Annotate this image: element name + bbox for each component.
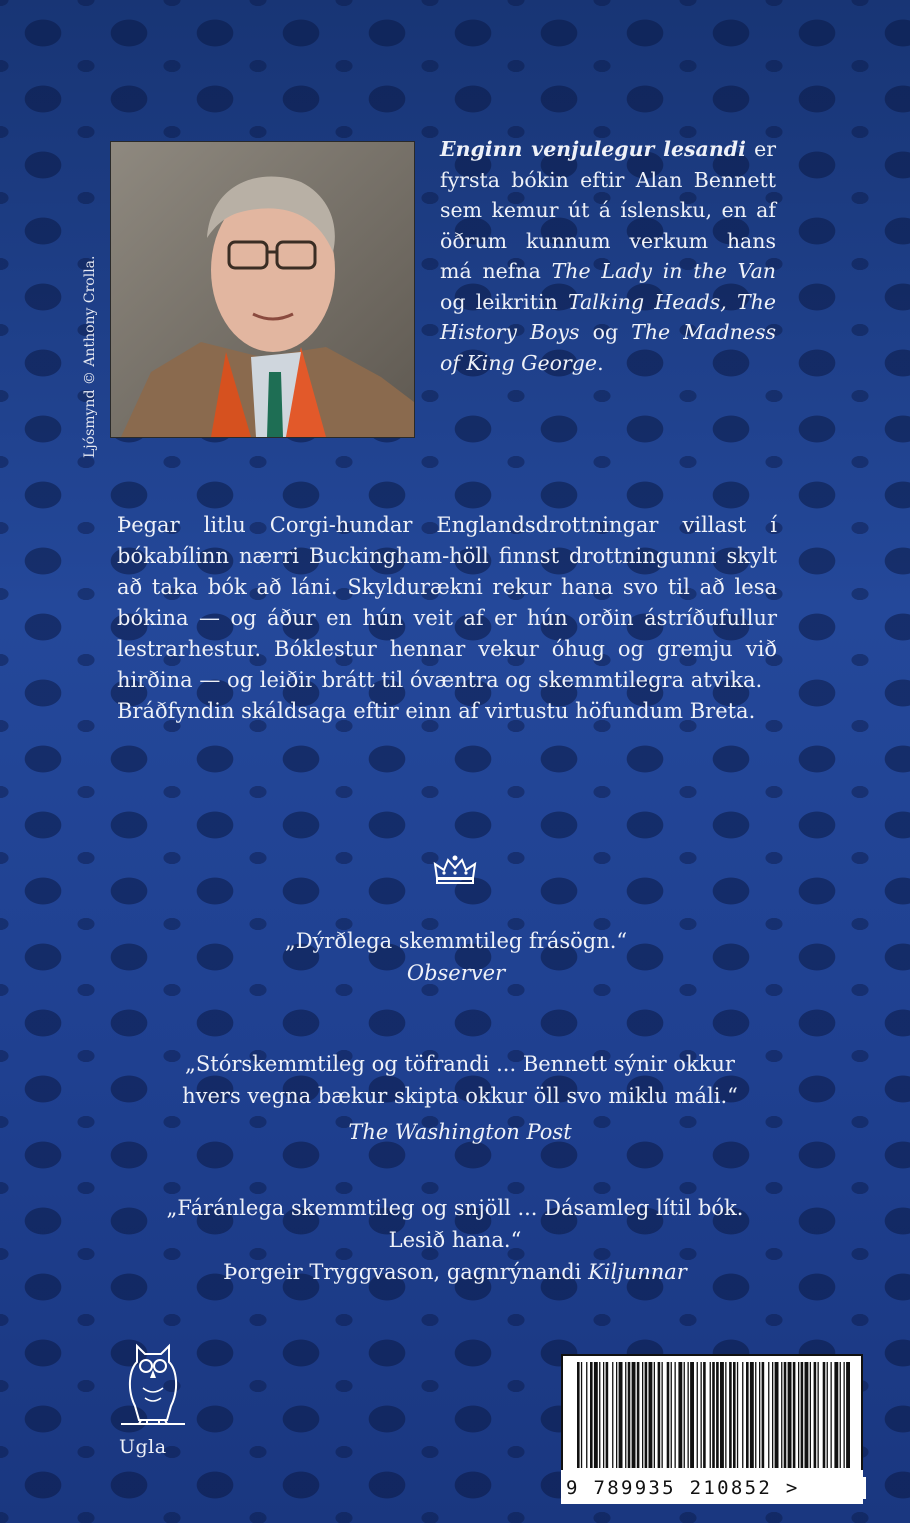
barcode-bar — [729, 1362, 732, 1468]
barcode-bar — [784, 1362, 787, 1468]
barcode-bar — [628, 1362, 631, 1468]
barcode-bar — [840, 1362, 841, 1468]
barcode-bar — [823, 1362, 826, 1468]
barcode-bar — [616, 1362, 617, 1468]
barcode-bar — [642, 1362, 643, 1468]
barcode-bar — [632, 1362, 636, 1468]
barcode-bar — [834, 1362, 838, 1468]
barcode-bar — [688, 1362, 689, 1468]
barcode-bar — [662, 1362, 663, 1468]
barcode-bar — [768, 1362, 769, 1468]
barcode-bar — [801, 1362, 804, 1468]
barcode-bar — [678, 1362, 682, 1468]
barcode-bar — [788, 1362, 792, 1468]
barcode-bar — [684, 1362, 685, 1468]
barcode-bar — [703, 1362, 706, 1468]
quote-source: The Washington Post — [348, 1120, 572, 1144]
barcode-bar — [762, 1362, 765, 1468]
barcode — [561, 1354, 863, 1473]
barcode-bar — [603, 1362, 604, 1468]
barcode-bar — [697, 1362, 698, 1468]
barcode-bars — [563, 1356, 861, 1471]
bio-text: og leikritin — [440, 289, 568, 314]
description-paragraph: Bráðfyndin skáldsaga eftir einn af virtustu höfundum Breta. — [117, 699, 756, 723]
quote-text: „Stórskemmtileg og töfrandi ... Bennett sýnir okkur hvers vegna bækur skipta okkur öll svo miklu máli.“ — [182, 1052, 738, 1108]
barcode-bar — [827, 1362, 828, 1468]
barcode-bar — [675, 1362, 676, 1468]
barcode-bar — [586, 1362, 587, 1468]
barcode-bar — [746, 1362, 749, 1468]
quote-text: „Dýrðlega skemmtileg frásögn.“ — [284, 929, 628, 953]
barcode-bar — [793, 1362, 796, 1468]
author-bio — [440, 134, 776, 378]
photo-credit: Ljósmynd © Anthony Crolla. — [82, 255, 98, 458]
barcode-bar — [844, 1362, 845, 1468]
barcode-bar — [759, 1362, 760, 1468]
reviewer-name: Þorgeir Tryggvason, gagnrýnandi — [223, 1260, 589, 1284]
barcode-bar — [606, 1362, 609, 1468]
barcode-bar — [649, 1362, 653, 1468]
author-photo — [110, 141, 415, 438]
barcode-bar — [671, 1362, 672, 1468]
quote-text: „Fáránlega skemmtileg og snjöll ... Dásamleg lítil bók. Lesið hana.“ — [166, 1196, 744, 1252]
quote-source: Kiljunnar — [588, 1260, 687, 1284]
barcode-bar — [612, 1362, 613, 1468]
barcode-bar — [750, 1362, 754, 1468]
barcode-bar — [599, 1362, 600, 1468]
barcode-bar — [818, 1362, 819, 1468]
barcode-bar — [690, 1362, 694, 1468]
quote-source — [120, 1256, 790, 1288]
book-description — [117, 510, 777, 727]
work-title: Talking Heads, The History Boys — [440, 289, 776, 344]
owl-icon — [117, 1340, 189, 1432]
barcode-bar — [710, 1362, 711, 1468]
barcode-digits: 9 789935 210852 > — [566, 1477, 866, 1499]
barcode-bar — [658, 1362, 661, 1468]
barcode-bar — [775, 1362, 779, 1468]
review-quote — [120, 1192, 790, 1288]
barcode-bar — [645, 1362, 648, 1468]
barcode-bar — [755, 1362, 756, 1468]
work-title: The Madness of King George — [440, 320, 776, 375]
barcode-bar — [594, 1362, 598, 1468]
barcode-bar — [619, 1362, 623, 1468]
bio-text: er fyrsta bókin eftir Alan Bennett sem kemur út á íslensku, en af öðrum kunnum verkum hans má nefna — [440, 137, 776, 283]
description-paragraph: Þegar litlu Corgi-hundar Englandsdrottningar villast í bókabílinn nærri Buckingham-höll finnst drottningunni skylt að taka bók að láni. Skyldurækni rekur hana svo til að lesa bókina — og áður en hún veit af er hún orðin ástríðufullur lestrarhestur. Bóklestur hennar vekur óhug og gremju við hirðina — og leiðir brátt til óvæntra og skemmtilegra atvika. — [117, 513, 777, 692]
barcode-bar — [577, 1362, 580, 1468]
review-quote — [130, 1048, 790, 1148]
barcode-bar — [810, 1362, 811, 1468]
barcode-bar — [733, 1362, 736, 1468]
crown-icon — [432, 854, 478, 886]
barcode-bar — [805, 1362, 809, 1468]
barcode-bar — [667, 1362, 670, 1468]
barcode-bar — [654, 1362, 655, 1468]
barcode-bar — [590, 1362, 593, 1468]
barcode-bar — [712, 1362, 715, 1468]
barcode-bar — [701, 1362, 702, 1468]
barcode-bar — [781, 1362, 782, 1468]
barcode-bar — [720, 1362, 724, 1468]
barcode-bar — [798, 1362, 799, 1468]
barcode-bar — [725, 1362, 726, 1468]
barcode-bar — [737, 1362, 738, 1468]
barcode-bar — [846, 1362, 850, 1468]
barcode-bar — [581, 1362, 582, 1468]
barcode-bar — [831, 1362, 832, 1468]
quote-source: Observer — [406, 961, 506, 985]
bio-text: og — [579, 320, 632, 344]
barcode-bar — [772, 1362, 773, 1468]
publisher-name: Ugla — [119, 1436, 167, 1458]
barcode-bar — [625, 1362, 626, 1468]
work-title: The Lady in the Van — [551, 259, 776, 283]
barcode-bar — [716, 1362, 719, 1468]
bio-text: . — [597, 350, 604, 375]
barcode-bar — [637, 1362, 640, 1468]
review-quote — [200, 925, 712, 989]
book-title: Enginn venjulegur lesandi — [440, 137, 746, 161]
barcode-bar — [742, 1362, 743, 1468]
barcode-bar — [814, 1362, 817, 1468]
